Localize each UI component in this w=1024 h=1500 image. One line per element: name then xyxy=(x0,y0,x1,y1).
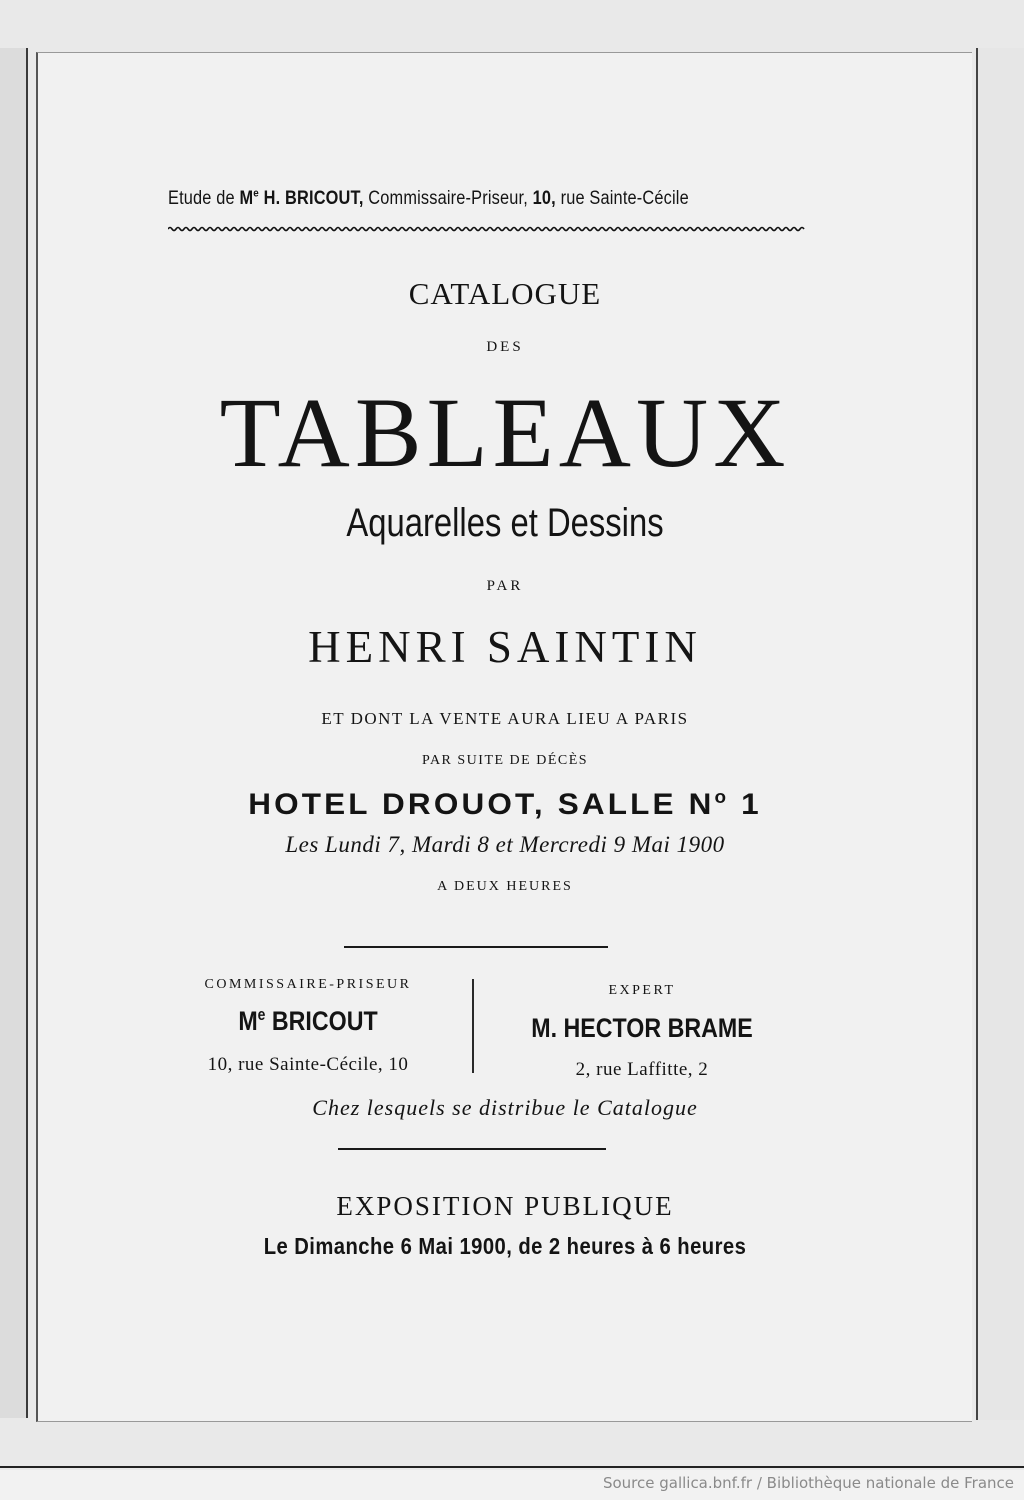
left-page-edge xyxy=(0,48,28,1418)
divider-bottom xyxy=(338,1148,606,1150)
distribution-note: Chez lesquels se distribue le Catalogue xyxy=(312,1095,698,1120)
header-street: rue Sainte-Cécile xyxy=(560,188,689,209)
divider-top xyxy=(344,946,608,948)
expert-role: EXPERT xyxy=(608,983,676,998)
source-credit: Source gallica.bnf.fr / Bibliothèque nationale de France xyxy=(602,1474,1014,1492)
scan-bottom-edge xyxy=(0,1466,1024,1468)
subtitle: Aquarelles et Dessins xyxy=(346,501,664,545)
exhibition-title: EXPOSITION PUBLIQUE xyxy=(336,1191,674,1221)
expert-name: M. HECTOR BRAME xyxy=(531,1013,753,1043)
column-separator xyxy=(472,979,474,1073)
header-maitre: Me xyxy=(239,187,259,209)
header-number: 10, xyxy=(532,188,556,209)
venue-line: HOTEL DROUOT, SALLE $N^o$ 1 xyxy=(248,787,762,821)
catalogue-page xyxy=(36,52,972,1422)
artist-name: HENRI SAINTIN xyxy=(308,622,702,672)
sale-time: A DEUX HEURES xyxy=(437,879,573,894)
commissaire-name: Me BRICOUT xyxy=(238,1006,378,1036)
right-page-edge xyxy=(976,48,1024,1420)
expert-address: 2, rue Laffitte, 2 xyxy=(575,1059,709,1080)
main-title: TABLEAUX xyxy=(219,377,791,488)
sale-reason-line: PAR SUITE DE DÉCÈS xyxy=(421,753,589,768)
par-word: PAR xyxy=(486,578,524,594)
commissaire-role: COMMISSAIRE-PRISEUR xyxy=(204,977,412,992)
commissaire-address: 10, rue Sainte-Cécile, 10 xyxy=(207,1054,409,1075)
header-line xyxy=(168,188,689,210)
header-title: Commissaire-Priseur, xyxy=(368,188,528,209)
sale-location-line: ET DONT LA VENTE AURA LIEU A PARIS xyxy=(321,709,689,728)
wavy-rule xyxy=(168,225,806,233)
exhibition-date: Le Dimanche 6 Mai 1900, de 2 heures à 6 heures xyxy=(263,1233,747,1259)
header-etude: Etude de xyxy=(168,188,235,209)
header-name: H. BRICOUT, xyxy=(263,188,364,209)
sale-dates: Les Lundi 7, Mardi 8 et Mercredi 9 Mai 1900 xyxy=(285,832,725,857)
catalogue-word: CATALOGUE xyxy=(408,276,602,311)
des-word: DES xyxy=(486,339,524,355)
